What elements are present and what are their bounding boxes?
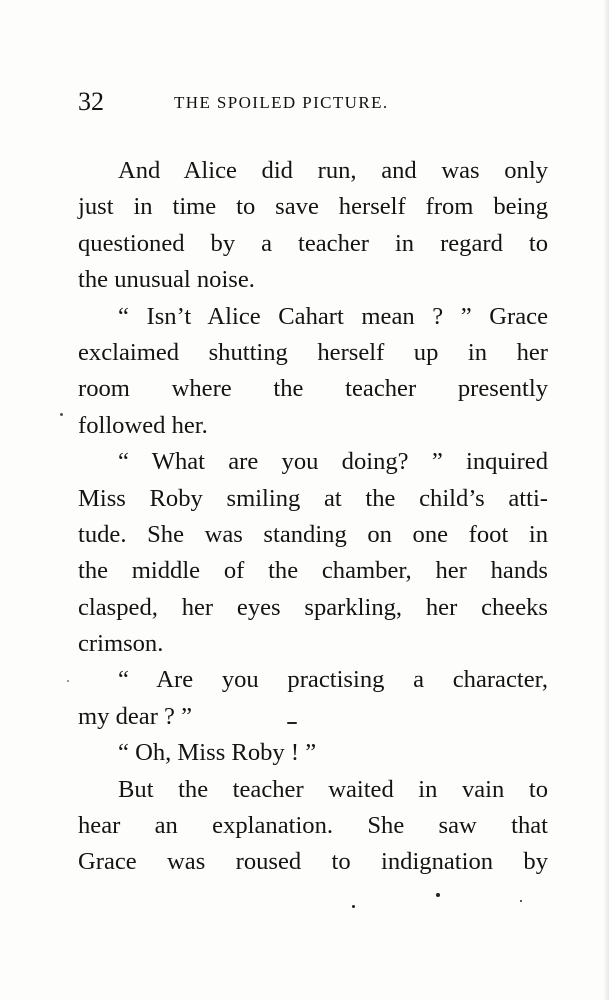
page-header — [78, 86, 548, 122]
text-line: Grace was roused to indignation by — [78, 848, 548, 876]
text-line: hear an explanation. She saw that — [78, 812, 548, 840]
text-line: the middle of the chamber, her hands — [78, 557, 548, 585]
text-line: room where the teacher presently — [78, 375, 548, 403]
ink-speck — [436, 893, 440, 897]
text-line: the unusual noise. — [78, 266, 255, 294]
text-line: followed her. — [78, 411, 208, 439]
text-line: “ What are you doing? ” inquired — [118, 448, 548, 476]
ink-speck — [352, 905, 355, 908]
text-line: Miss Roby smiling at the child’s atti- — [78, 484, 548, 512]
ink-speck — [287, 722, 297, 724]
page-number: 32 — [78, 87, 104, 116]
text-line: But the teacher waited in vain to — [118, 775, 548, 803]
running-head: THE SPOILED PICTURE. — [174, 93, 389, 112]
text-line: questioned by a teacher in regard to — [78, 229, 548, 257]
text-line: tude. She was standing on one foot in — [78, 520, 548, 548]
ink-speck — [520, 900, 522, 902]
text-line: “ Isn’t Alice Cahart mean ? ” Grace — [118, 302, 548, 330]
text-line: exclaimed shutting herself up in her — [78, 338, 548, 366]
text-line: just in time to save herself from being — [78, 193, 548, 221]
text-line: “ Oh, Miss Roby ! ” — [118, 739, 317, 767]
text-line: “ Are you practising a character, — [118, 666, 548, 694]
ink-speck — [67, 680, 69, 682]
text-line: crimson. — [78, 630, 164, 658]
body-text — [78, 153, 548, 881]
page-edge-shadow — [603, 0, 609, 1000]
text-line: clasped, her eyes sparkling, her cheeks — [78, 593, 548, 621]
ink-speck — [60, 413, 63, 416]
text-line: my dear ? ” — [78, 702, 193, 730]
text-line: And Alice did run, and was only — [118, 157, 548, 184]
